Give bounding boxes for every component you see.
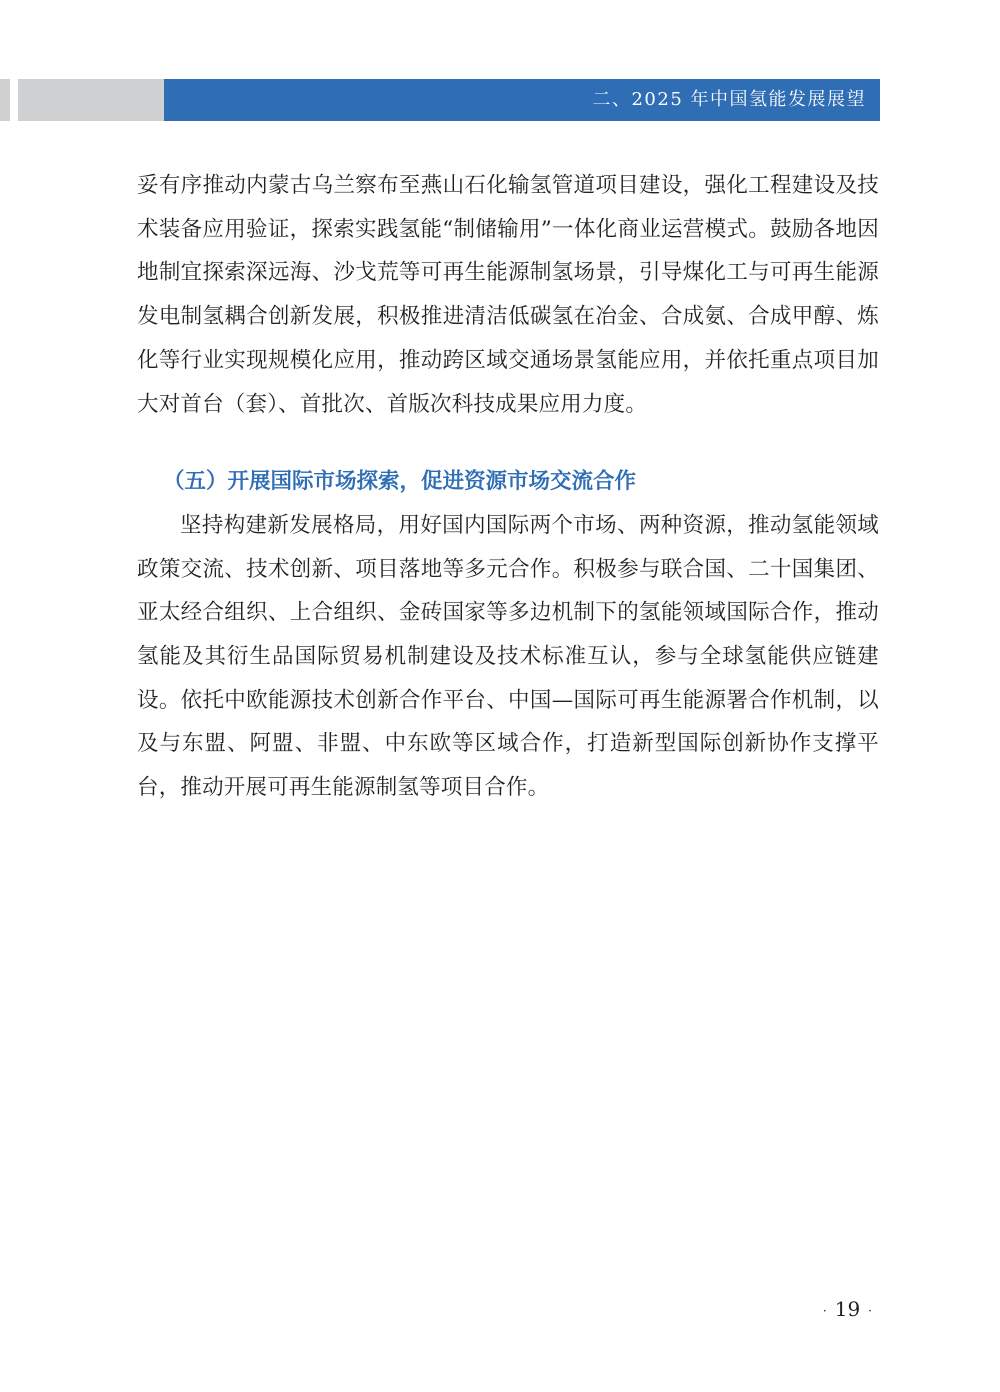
page-number-dot-left: ·: [822, 1303, 827, 1318]
header-grey-block: [18, 79, 164, 121]
body-paragraph-continued: 妥有序推动内蒙古乌兰察布至燕山石化输氢管道项目建设，强化工程建设及技术装备应用验证，探索实践氢能“制储输用”一体化商业运营模式。鼓励各地因地制宜探索深远海、沙戈荒等可再生能源制氢场景，引导煤化工与可再生能源发电制氢耦合创新发展，积极推进清洁低碳氢在冶金、合成氨、合成甲醇、炼化等行业实现规模化应用，推动跨区域交通场景氢能应用，并依托重点项目加大对首台（套）、首批次、首版次科技成果应用力度。: [137, 173, 879, 417]
section-heading: （五）开展国际市场探索，促进资源市场交流合作: [163, 469, 637, 495]
running-header-title: 二、2025 年中国氢能发展展望: [592, 89, 866, 110]
body-paragraph: 坚持构建新发展格局，用好国内国际两个市场、两种资源，推动氢能领域政策交流、技术创新、项目落地等多元合作。积极参与联合国、二十国集团、亚太经合组织、上合组织、金砖国家等多边机制下的氢能领域国际合作，推动氢能及其衍生品国际贸易机制建设及技术标准互认，参与全球氢能供应链建设。依托中欧能源技术创新合作平台、中国—国际可再生能源署合作机制，以及与东盟、阿盟、非盟、中东欧等区域合作，打造新型国际创新协作支撑平台，推动开展可再生能源制氢等项目合作。: [137, 512, 879, 801]
page-number-dot-right: ·: [868, 1303, 872, 1318]
header-grey-sliver: [0, 79, 10, 121]
page-number-footer: [780, 1294, 880, 1326]
page-body: [137, 164, 879, 810]
page-number: 19: [834, 1297, 861, 1321]
header-bar: [164, 79, 880, 121]
